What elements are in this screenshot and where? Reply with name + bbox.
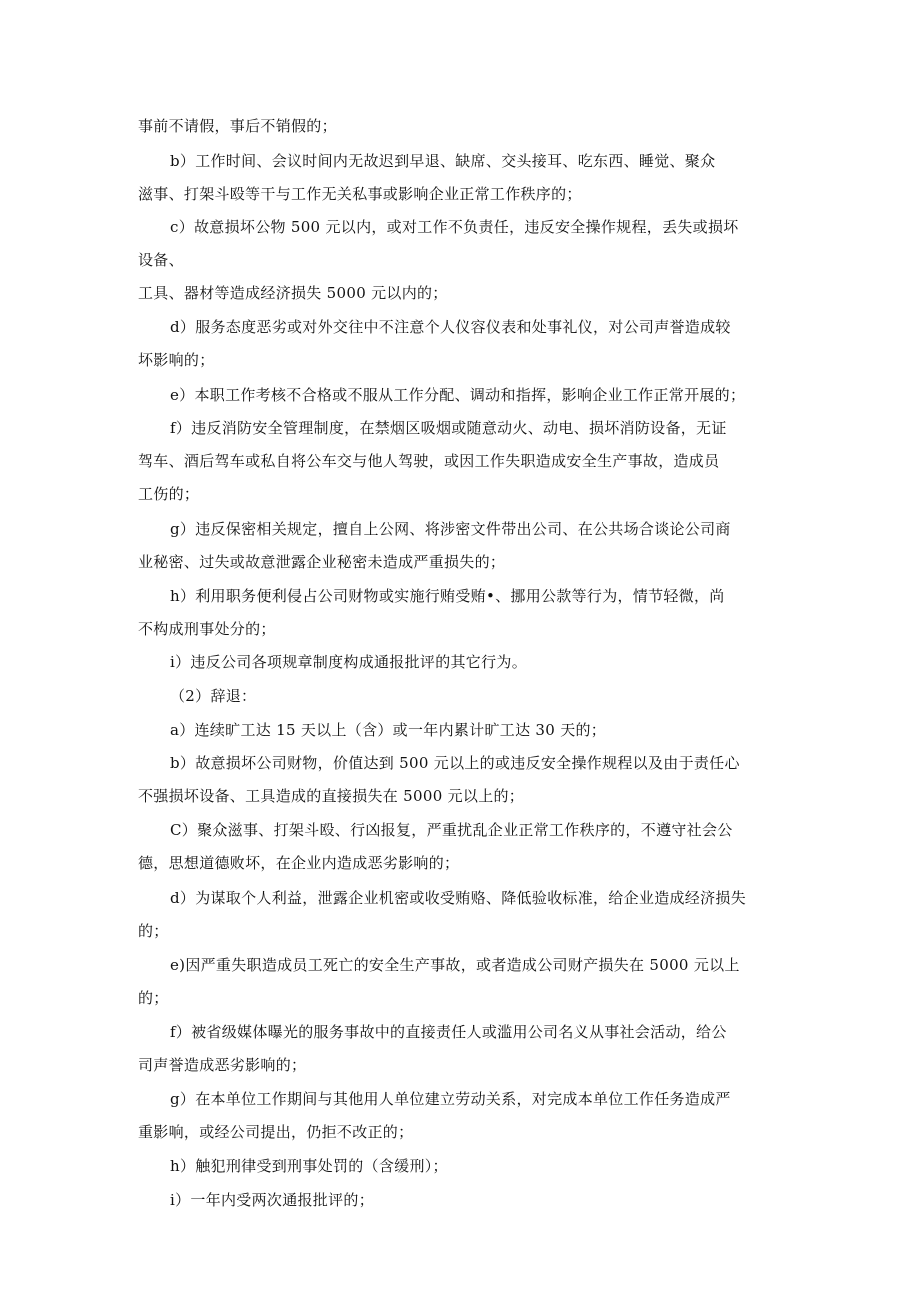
text-line: b）故意损坏公司财物，价值达到 500 元以上的或违反安全操作规程以及由于责任心 <box>170 754 740 772</box>
text-line: g）在本单位工作期间与其他用人单位建立劳动关系，对完成本单位工作任务造成严 <box>170 1090 731 1108</box>
text-line: i）违反公司各项规章制度构成通报批评的其它行为。 <box>170 653 527 671</box>
text-line: 工具、器材等造成经济损失 5000 元以内的； <box>138 284 448 302</box>
text-line: g）违反保密相关规定，擅自上公网、将涉密文件带出公司、在公共场合谈论公司商 <box>170 520 731 538</box>
text-line: 工伤的； <box>138 485 200 503</box>
text-line: a）连续旷工达 15 天以上（含）或一年内累计旷工达 30 天的； <box>170 721 607 739</box>
text-line: f）违反消防安全管理制度，在禁烟区吸烟或随意动火、动电、损坏消防设备，无证 <box>170 419 727 437</box>
text-line: 德，思想道德败坏，在企业内造成恶劣影响的； <box>138 854 460 872</box>
text-line: e)因严重失职造成员工死亡的安全生产事故，或者造成公司财产损失在 5000 元以上 <box>170 956 740 974</box>
text-line: d）为谋取个人利益，泄露企业机密或收受贿赂、降低验收标准，给企业造成经济损失 <box>170 889 747 907</box>
text-line: c）故意损坏公物 500 元以内，或对工作不负责任，违反安全操作规程，丢失或损坏 <box>170 218 739 236</box>
text-line: e）本职工作考核不合格或不服从工作分配、调动和指挥，影响企业工作正常开展的； <box>170 386 746 404</box>
text-line: 的； <box>138 922 169 940</box>
text-line: 驾车、酒后驾车或私自将公车交与他人驾驶，或因工作失职造成安全生产事故，造成员 <box>138 452 720 470</box>
text-line: 不强损坏设备、工具造成的直接损失在 5000 元以上的； <box>138 787 525 805</box>
text-line: b）工作时间、会议时间内无故迟到早退、缺席、交头接耳、吃东西、睡觉、聚众 <box>170 152 716 170</box>
text-line: 坏影响的； <box>138 351 215 369</box>
section-heading: （2）辞退： <box>170 687 257 705</box>
text-line: 不构成刑事处分的； <box>138 620 276 638</box>
text-line: h）利用职务便利侵占公司财物或实施行贿受贿•、挪用公款等行为，情节轻微，尚 <box>170 587 725 605</box>
text-line: 事前不请假，事后不销假的； <box>138 117 337 135</box>
text-line: f）被省级媒体曝光的服务事故中的直接责任人或滥用公司名义从事社会活动，给公 <box>170 1023 727 1041</box>
text-line: 设备、 <box>138 251 184 269</box>
text-line: C）聚众滋事、打架斗殴、行凶报复，严重扰乱企业正常工作秩序的，不遵守社会公 <box>170 821 733 839</box>
text-line: h）触犯刑律受到刑事处罚的（含缓刑）； <box>170 1157 448 1175</box>
text-line: i）一年内受两次通报批评的； <box>170 1191 374 1209</box>
text-line: 司声誉造成恶劣影响的； <box>138 1056 307 1074</box>
text-line: 业秘密、过失或故意泄露企业秘密未造成严重损失的； <box>138 553 506 571</box>
text-line: 重影响，或经公司提出，仍拒不改正的； <box>138 1123 414 1141</box>
text-line: d）服务态度恶劣或对外交往中不注意个人仪容仪表和处事礼仪，对公司声誉造成较 <box>170 318 731 336</box>
text-line: 的； <box>138 989 169 1007</box>
text-line: 滋事、打架斗殴等干与工作无关私事或影响企业正常工作秩序的； <box>138 185 582 203</box>
